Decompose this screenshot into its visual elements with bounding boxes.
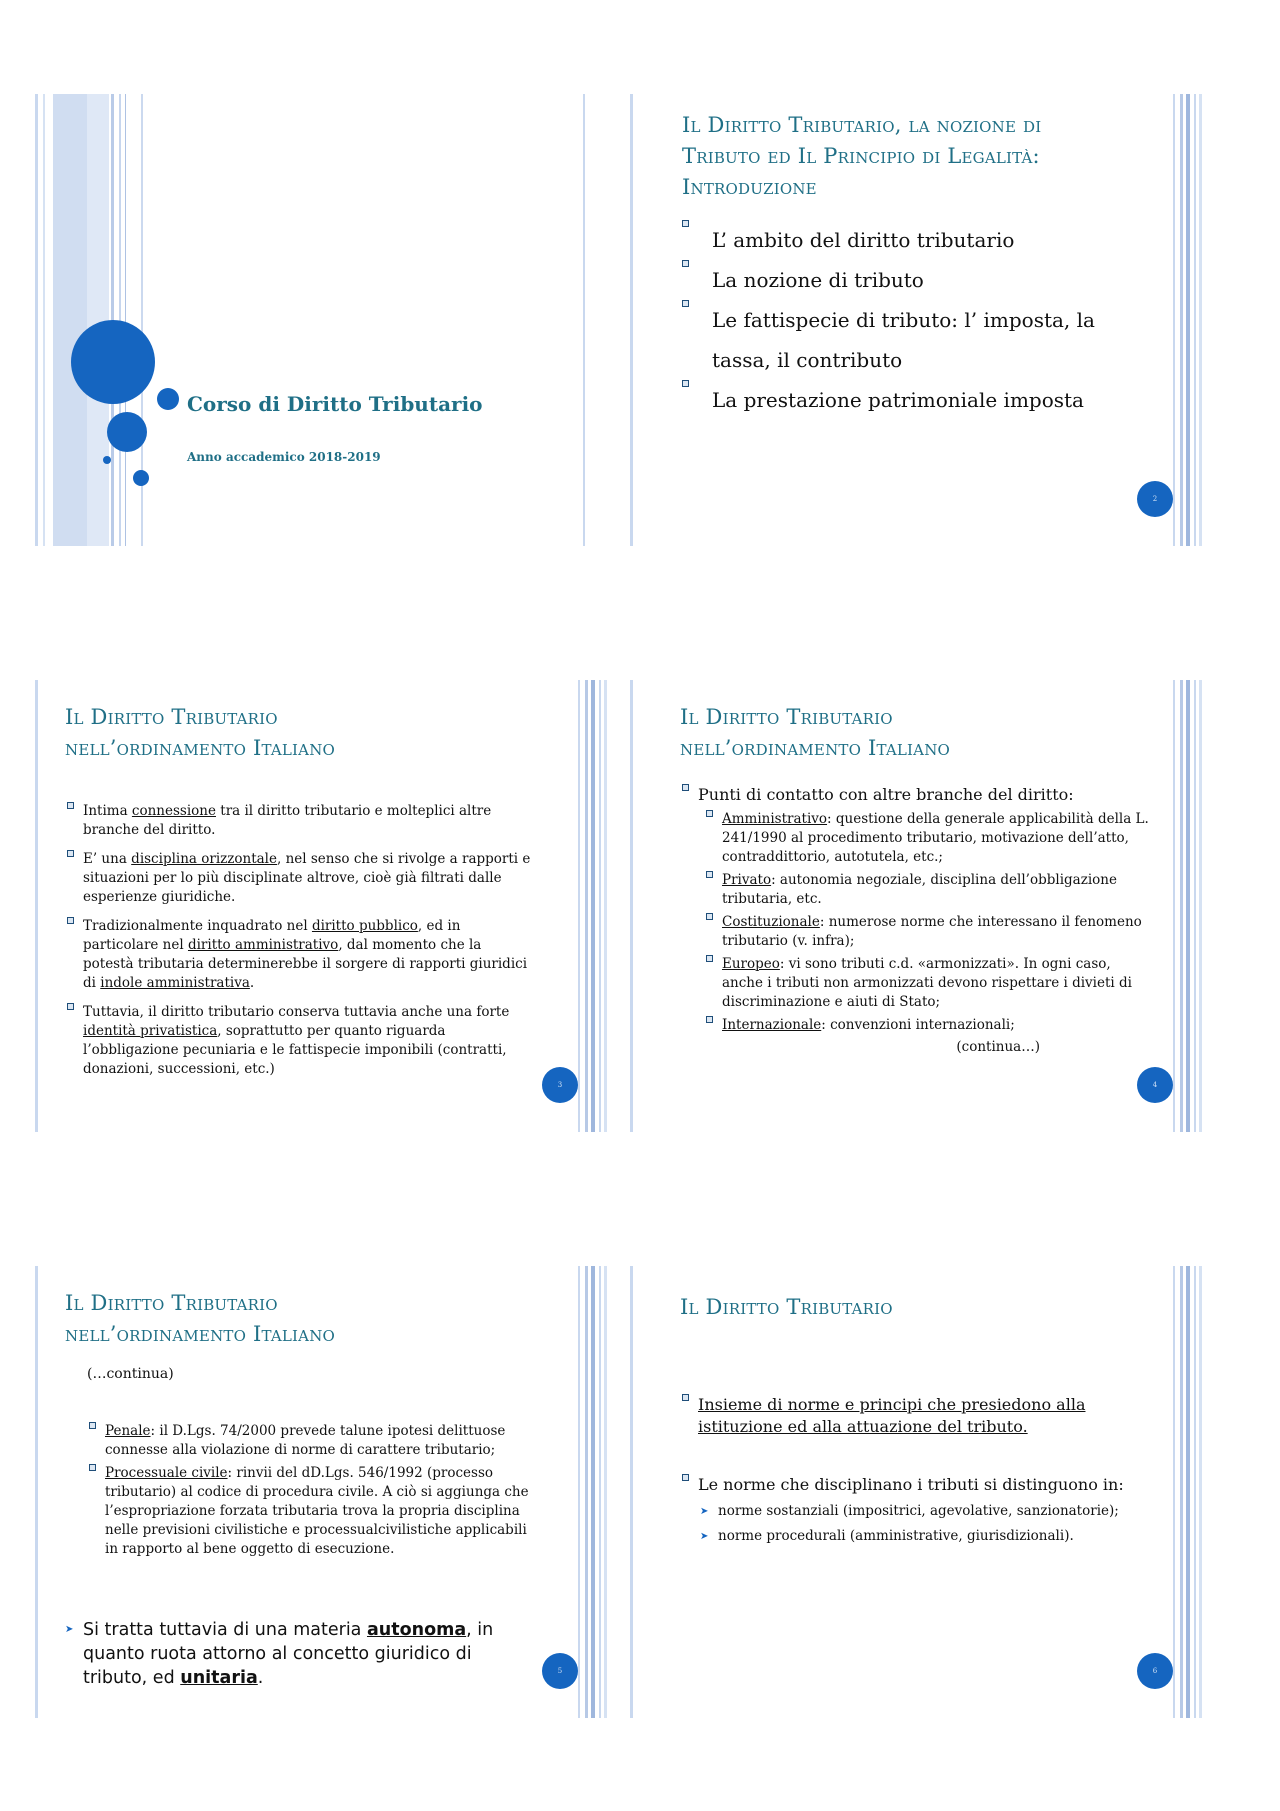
slide-heading: Il Diritto Tributario nell’ordinamento Italiano [680, 705, 951, 760]
list-item: Europeo: vi sono tributi c.d. «armonizzati». In ogni caso, anche i tributi non armonizzati devono rispettare i divieti di discriminazione e aiuti di Stato; [704, 955, 1150, 1012]
slide-heading: Il Diritto Tributario nell’ordinamento Italiano [65, 705, 336, 760]
slide-heading: Il Diritto Tributario [680, 1295, 893, 1319]
right-stripes [577, 1266, 607, 1718]
right-stripes [1172, 680, 1202, 1132]
list-item: Penale: il D.Lgs. 74/2000 prevede talune ipotesi delittuose connesse alla violazione di norme di carattere tributario; [87, 1422, 539, 1460]
list-item: Le norme che disciplinano i tributi si distinguono in: [680, 1474, 1160, 1496]
sub-item: ➤ norme procedurali (amministrative, giurisdizionali). [700, 1527, 1160, 1546]
list-item: Intima connessione tra il diritto tributario e molteplici altre branche del diritto. [65, 802, 535, 840]
left-stripes [35, 1266, 67, 1718]
decor-circle-large [71, 320, 155, 404]
page-number: 2 [1137, 481, 1173, 517]
page-number: 6 [1137, 1653, 1173, 1689]
content [680, 1394, 1160, 1546]
slide-1 [35, 94, 607, 546]
bullet-list [680, 220, 1150, 420]
list-item: Costituzionale: numerose norme che interessano il fenomeno tributario (v. infra); [704, 913, 1150, 951]
list-item: Processuale civile: rinvii del dD.Lgs. 546/1992 (processo tributario) al codice di procedura civile. A ciò si aggiunga che l’espropriazione forzata tributaria trova la propria disciplina nelle previsioni civilistiche e processualcivilistiche applicabili in rapporto al bene oggetto di esecuzione. [87, 1464, 539, 1559]
decor-circle-tiny [133, 470, 149, 486]
slide-4 [630, 680, 1202, 1132]
list-item: Internazionale: convenzioni internazionali; [704, 1016, 1150, 1035]
left-stripes [630, 680, 662, 1132]
bullet-list [87, 1422, 539, 1559]
conclusion-item: ➤ Si tratta tuttavia di una materia autonoma, in quanto ruota attorno al concetto giuridico di tributo, ed unitaria. [65, 1618, 503, 1690]
left-stripes [630, 94, 662, 546]
list-item: La prestazione patrimoniale imposta [680, 380, 1150, 420]
list-item: La nozione di tributo [680, 260, 1150, 300]
list-item: Privato: autonomia negoziale, disciplina dell’obbligazione tributaria, etc. [704, 871, 1150, 909]
slide-3 [35, 680, 607, 1132]
sub-list [680, 1502, 1160, 1546]
list-item: L’ ambito del diritto tributario [680, 220, 1150, 260]
slide-5 [35, 1266, 607, 1718]
content [680, 784, 1150, 1055]
page-number: 5 [542, 1653, 578, 1689]
slide-heading: Il Diritto Tributario, la nozione di Tributo ed Il Principio di Legalità: Introduzione [682, 113, 1042, 199]
page-number: 4 [1137, 1067, 1173, 1103]
course-title: Corso di Diritto Tributario [187, 392, 483, 416]
page-number: 3 [542, 1067, 578, 1103]
continua-note: (…continua) [87, 1366, 174, 1382]
intro-item: Punti di contatto con altre branche del diritto: [680, 784, 1150, 806]
decor-circle-small [157, 388, 179, 410]
slide-2 [630, 94, 1202, 546]
definition-item: Insieme di norme e principi che presiedono alla istituzione ed alla attuazione del tributo. [680, 1394, 1160, 1438]
left-stripes [35, 680, 67, 1132]
bullet-list [65, 802, 535, 1079]
slide-6 [630, 1266, 1202, 1718]
sub-list [680, 810, 1150, 1035]
list-item: Tuttavia, il diritto tributario conserva tuttavia anche una forte identità privatistica, soprattutto per quanto riguarda l’obbligazione pecuniaria e le fattispecie imponibili (contratti, donazioni, successioni, etc.) [65, 1003, 535, 1079]
right-stripes [577, 94, 607, 546]
decor-circle-medium [107, 412, 147, 452]
continua-note: (continua…) [956, 1039, 1040, 1055]
list-item: E’ una disciplina orizzontale, nel senso che si rivolge a rapporti e situazioni per lo più disciplinate altrove, cioè già filtrati dalle esperienze giuridiche. [65, 850, 535, 907]
slide-heading: Il Diritto Tributario nell’ordinamento Italiano [65, 1291, 336, 1346]
right-stripes [577, 680, 607, 1132]
sub-item: ➤ norme sostanziali (impositrici, agevolative, sanzionatorie); [700, 1502, 1160, 1521]
right-stripes [1172, 94, 1202, 546]
list-item: Le fattispecie di tributo: l’ imposta, la tassa, il contributo [680, 300, 1150, 380]
left-stripes [630, 1266, 662, 1718]
right-stripes [1172, 1266, 1202, 1718]
list-item: Tradizionalmente inquadrato nel diritto pubblico, ed in particolare nel diritto amministrativo, dal momento che la potestà tributaria determinerebbe il sorgere di rapporti giuridici di indole amministrativa. [65, 917, 535, 993]
decor-circle-dot [103, 456, 111, 464]
academic-year: Anno accademico 2018-2019 [187, 450, 381, 464]
list-item: Amministrativo: questione della generale applicabilità della L. 241/1990 al procedimento tributario, motivazione dell’atto, contraddittorio, autotutela, etc.; [704, 810, 1150, 867]
